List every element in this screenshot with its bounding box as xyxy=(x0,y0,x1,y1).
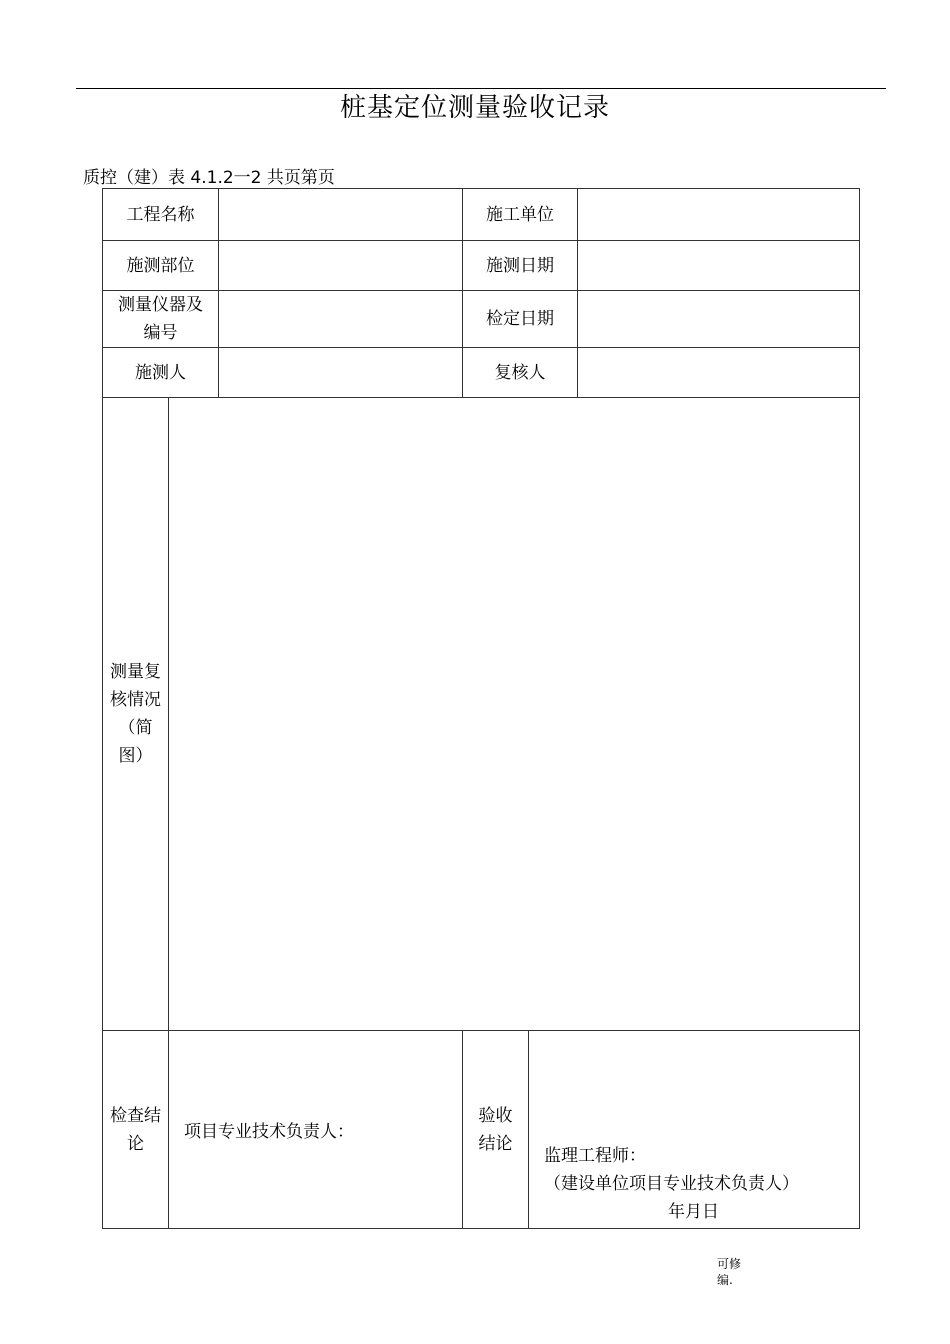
survey-review-label-line: （简 xyxy=(118,718,153,738)
top-rule xyxy=(76,88,886,89)
survey-sketch-area[interactable] xyxy=(169,398,859,1030)
surveyor-label: 施测人 xyxy=(135,362,186,383)
owner-representative-label: （建设单位项目专业技术负责人） xyxy=(544,1174,799,1194)
project-name-field[interactable] xyxy=(219,189,462,240)
acceptance-conclusion-field[interactable] xyxy=(529,1031,859,1228)
project-tech-lead-signature-label: 项目专业技术负责人： xyxy=(184,1122,354,1142)
check-conclusion-label xyxy=(103,1031,168,1228)
survey-review-label-line: 图） xyxy=(118,746,153,766)
instrument-field[interactable] xyxy=(219,291,462,347)
survey-date-field[interactable] xyxy=(578,241,859,290)
reviewer-label: 复核人 xyxy=(494,362,546,383)
survey-review-label xyxy=(103,398,168,1030)
acceptance-conclusion-label xyxy=(463,1031,528,1228)
table-right-border xyxy=(859,188,860,1228)
acceptance-conclusion-label-line: 结论 xyxy=(478,1133,513,1154)
check-conclusion-field[interactable] xyxy=(169,1031,462,1228)
survey-date-label: 施测日期 xyxy=(486,255,554,276)
document-title: 桩基定位测量验收记录 xyxy=(339,93,610,123)
acceptance-conclusion-label-line: 验收 xyxy=(478,1105,513,1126)
check-conclusion-label-line: 论 xyxy=(127,1133,144,1154)
survey-location-field[interactable] xyxy=(219,241,462,290)
supervisor-signature-label: 监理工程师： xyxy=(544,1146,646,1166)
calibration-date-label: 检定日期 xyxy=(486,309,554,329)
check-conclusion-label-line: 检查结 xyxy=(110,1105,161,1126)
instrument-label-line2: 编号 xyxy=(143,323,178,343)
survey-review-label-line: 核情况 xyxy=(110,690,161,710)
contractor-field[interactable] xyxy=(578,189,859,240)
instrument-label xyxy=(103,291,218,347)
survey-review-label-line: 测量复 xyxy=(110,662,161,682)
date-label: 年月日 xyxy=(668,1202,719,1222)
contractor-label: 施工单位 xyxy=(486,204,554,225)
form-code: 质控（建）表 4.1.2一2 共页第页 xyxy=(83,168,335,188)
surveyor-field[interactable] xyxy=(219,348,462,397)
table-bottom-border xyxy=(102,1228,860,1229)
footer-line: 编. xyxy=(717,1273,733,1287)
reviewer-field[interactable] xyxy=(578,348,859,397)
footer-note xyxy=(717,1256,741,1288)
footer-line: 可修 xyxy=(717,1257,742,1271)
calibration-date-field[interactable] xyxy=(578,291,859,347)
survey-location-label: 施测部位 xyxy=(126,255,195,276)
project-name-label: 工程名称 xyxy=(126,204,195,225)
instrument-label-line1: 测量仪器及 xyxy=(118,295,203,315)
